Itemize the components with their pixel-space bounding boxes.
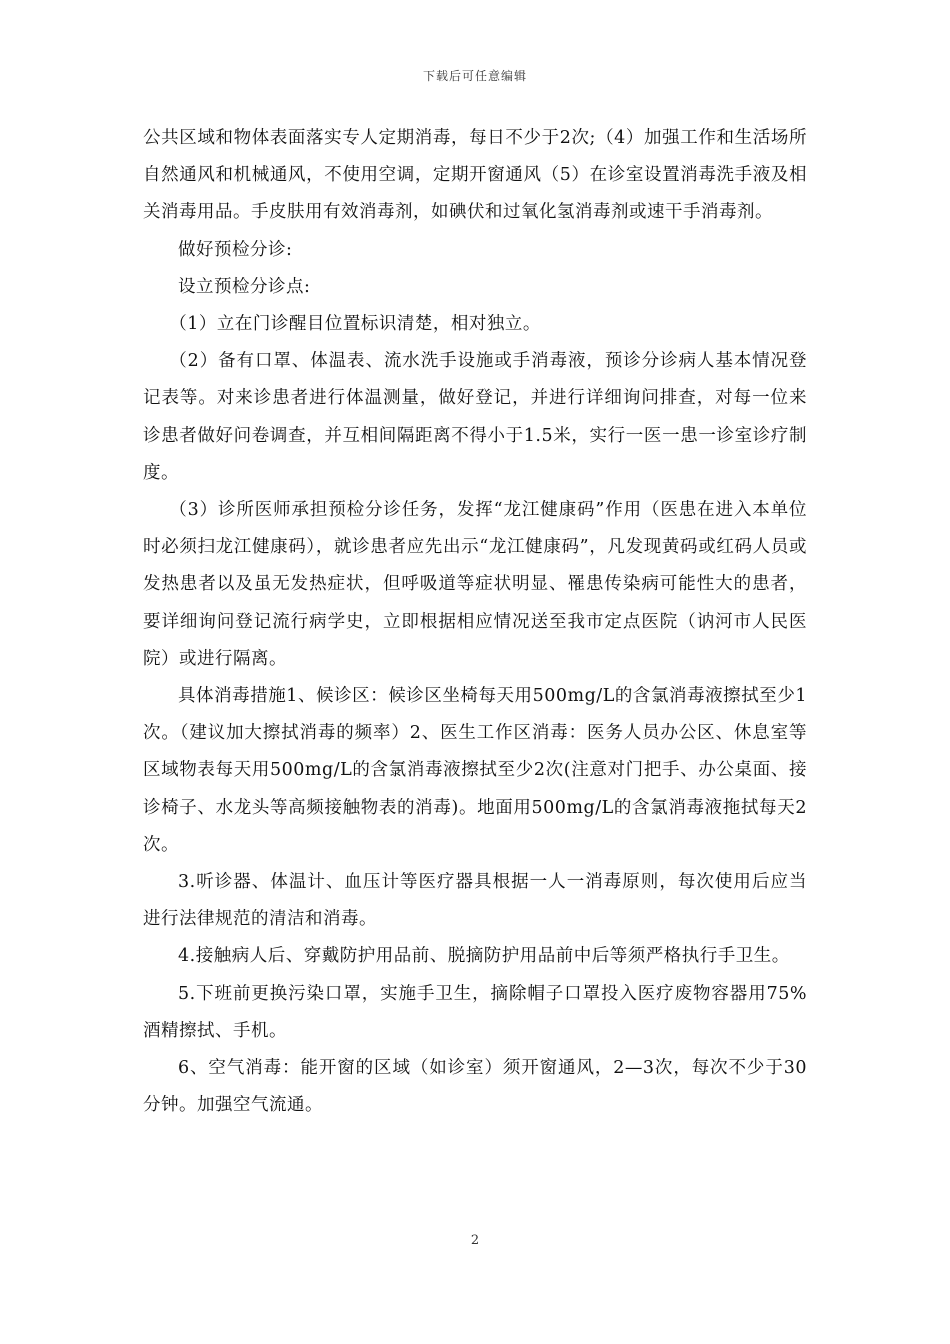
paragraph-item-1: （1）立在门诊醒目位置标识清楚，相对独立。 — [169, 314, 541, 335]
paragraph-item-hand-hygiene: 4.接触病人后、穿戴防护用品前、脱摘防护用品前中后等须严格执行手卫生。 — [178, 946, 790, 967]
paragraph-item-2: （2）备有口罩、体温表、流水洗手设施或手消毒液，预诊分诊病人基本情况登记表等。对来诊患者进行体温测量，做好登记，并进行详细询问排查，对每一位来诊患者做好问卷调查，并互相间隔距离不得小于1.5米，实行一医一患一诊室诊疗制度。 — [143, 351, 807, 483]
page-header: 下载后可任意编辑 — [422, 69, 527, 83]
paragraph-disinfection-measures: 具体消毒措施1、候诊区：候诊区坐椅每天用500mg/L的含氯消毒液擦拭至少1次。（建议加大擦拭消毒的频率）2、医生工作区消毒：医务人员办公区、休息室等区域物表每天用500mg/L的含氯消毒液擦拭至少2次(注意对门把手、办公桌面、接诊椅子、水龙头等高频接触物表的消毒)。地面用500mg/L的含氯消毒液拖拭每天2次。 — [143, 686, 807, 855]
paragraph-item-air-disinfection: 6、空气消毒：能开窗的区域（如诊室）须开窗通风，2—3次，每次不少于30分钟。加强空气流通。 — [143, 1058, 807, 1116]
paragraph-item-instruments: 3.听诊器、体温计、血压计等医疗器具根据一人一消毒原则，每次使用后应当进行法律规范的清洁和消毒。 — [143, 872, 807, 930]
paragraph-item-3: （3）诊所医师承担预检分诊任务，发挥“龙江健康码”作用（医患在进入本单位时必须扫龙江健康码），就诊患者应先出示“龙江健康码”，凡发现黄码或红码人员或发热患者以及虽无发热症状，但呼吸道等症状明显、罹患传染病可能性大的患者，要详细询问登记流行病学史，立即根据相应情况送至我市定点医院（讷河市人民医院）或进行隔离。 — [143, 500, 807, 669]
paragraph-item-mask-change: 5.下班前更换污染口罩，实施手卫生，摘除帽子口罩投入医疗废物容器用75%酒精擦拭、手机。 — [143, 983, 807, 1041]
paragraph-public-area-disinfection: 公共区域和物体表面落实专人定期消毒，每日不少于2次;（4）加强工作和生活场所自然通风和机械通风，不使用空调，定期开窗通风（5）在诊室设置消毒洗手液及相关消毒用品。手皮肤用有效消毒剂，如碘伏和过氧化氢消毒剂或速干手消毒剂。 — [143, 128, 807, 223]
paragraph-pre-check-triage-heading: 做好预检分诊: — [178, 239, 293, 260]
page-number: 2 — [470, 1233, 480, 1248]
paragraph-triage-point-heading: 设立预检分诊点: — [178, 276, 311, 297]
document-body — [143, 120, 807, 1124]
